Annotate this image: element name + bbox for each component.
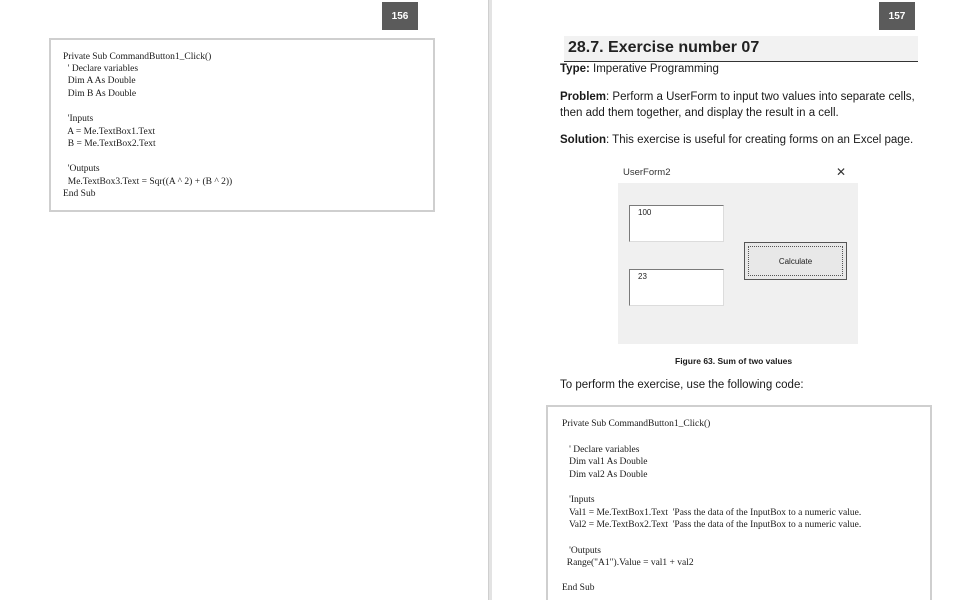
page-number: 157 (879, 2, 915, 30)
code-line: ' Declare variables (63, 64, 139, 74)
code-line: Dim B As Double (63, 89, 137, 99)
code-line: Range("A1").Value = val1 + val2 (562, 558, 694, 568)
code-line: Dim A As Double (63, 76, 136, 86)
code-line: Val2 = Me.TextBox2.Text 'Pass the data of the InputBox to a numeric value. (562, 520, 862, 530)
code-line: End Sub (63, 189, 96, 199)
code-block (49, 38, 435, 212)
code-line: 'Outputs (63, 164, 100, 174)
code-line: 'Inputs (562, 495, 595, 505)
type-label: Type: (560, 63, 590, 75)
type-line (560, 63, 719, 75)
userform-body (618, 183, 858, 344)
code-line: Dim val2 As Double (562, 470, 648, 480)
code-line: Private Sub CommandButton1_Click() (63, 52, 212, 62)
textbox-1[interactable]: 100 (629, 205, 724, 242)
code-line: 'Outputs (562, 546, 601, 556)
code-line: Me.TextBox3.Text = Sqr((A ^ 2) + (B ^ 2)) (63, 177, 233, 187)
page-number: 156 (382, 2, 418, 30)
calculate-button[interactable] (744, 242, 847, 280)
figure-caption: Figure 63. Sum of two values (675, 356, 793, 366)
problem-label: Problem (560, 91, 607, 103)
code-line: Private Sub CommandButton1_Click() (562, 419, 711, 429)
code-line: Dim val1 As Double (562, 457, 648, 467)
code-line: End Sub (562, 583, 595, 593)
intro-text: To perform the exercise, use the following code: (560, 379, 804, 391)
textbox-2[interactable]: 23 (629, 269, 724, 306)
section-title: 28.7. Exercise number 07 (564, 36, 918, 62)
right-page (492, 0, 970, 600)
code-line: ' Declare variables (562, 445, 640, 455)
userform-title: UserForm2 (623, 167, 671, 178)
code-line: B = Me.TextBox2.Text (63, 139, 156, 149)
solution-text: : This exercise is useful for creating forms on an Excel page. (606, 134, 914, 146)
code-block (546, 405, 932, 600)
code-line: 'Inputs (63, 114, 94, 124)
problem-paragraph (560, 89, 920, 121)
code-line: Val1 = Me.TextBox1.Text 'Pass the data of the InputBox to a numeric value. (562, 508, 862, 518)
code-line: A = Me.TextBox1.Text (63, 127, 156, 137)
problem-text: : Perform a UserForm to input two values into separate cells, then add them together, and display the result in a cell. (560, 91, 915, 119)
calculate-button-label: Calculate (778, 256, 813, 266)
userform-window (607, 161, 859, 345)
solution-paragraph (560, 132, 920, 148)
close-icon[interactable]: ✕ (836, 165, 847, 179)
solution-label: Solution (560, 134, 606, 146)
type-value: Imperative Programming (589, 63, 719, 75)
